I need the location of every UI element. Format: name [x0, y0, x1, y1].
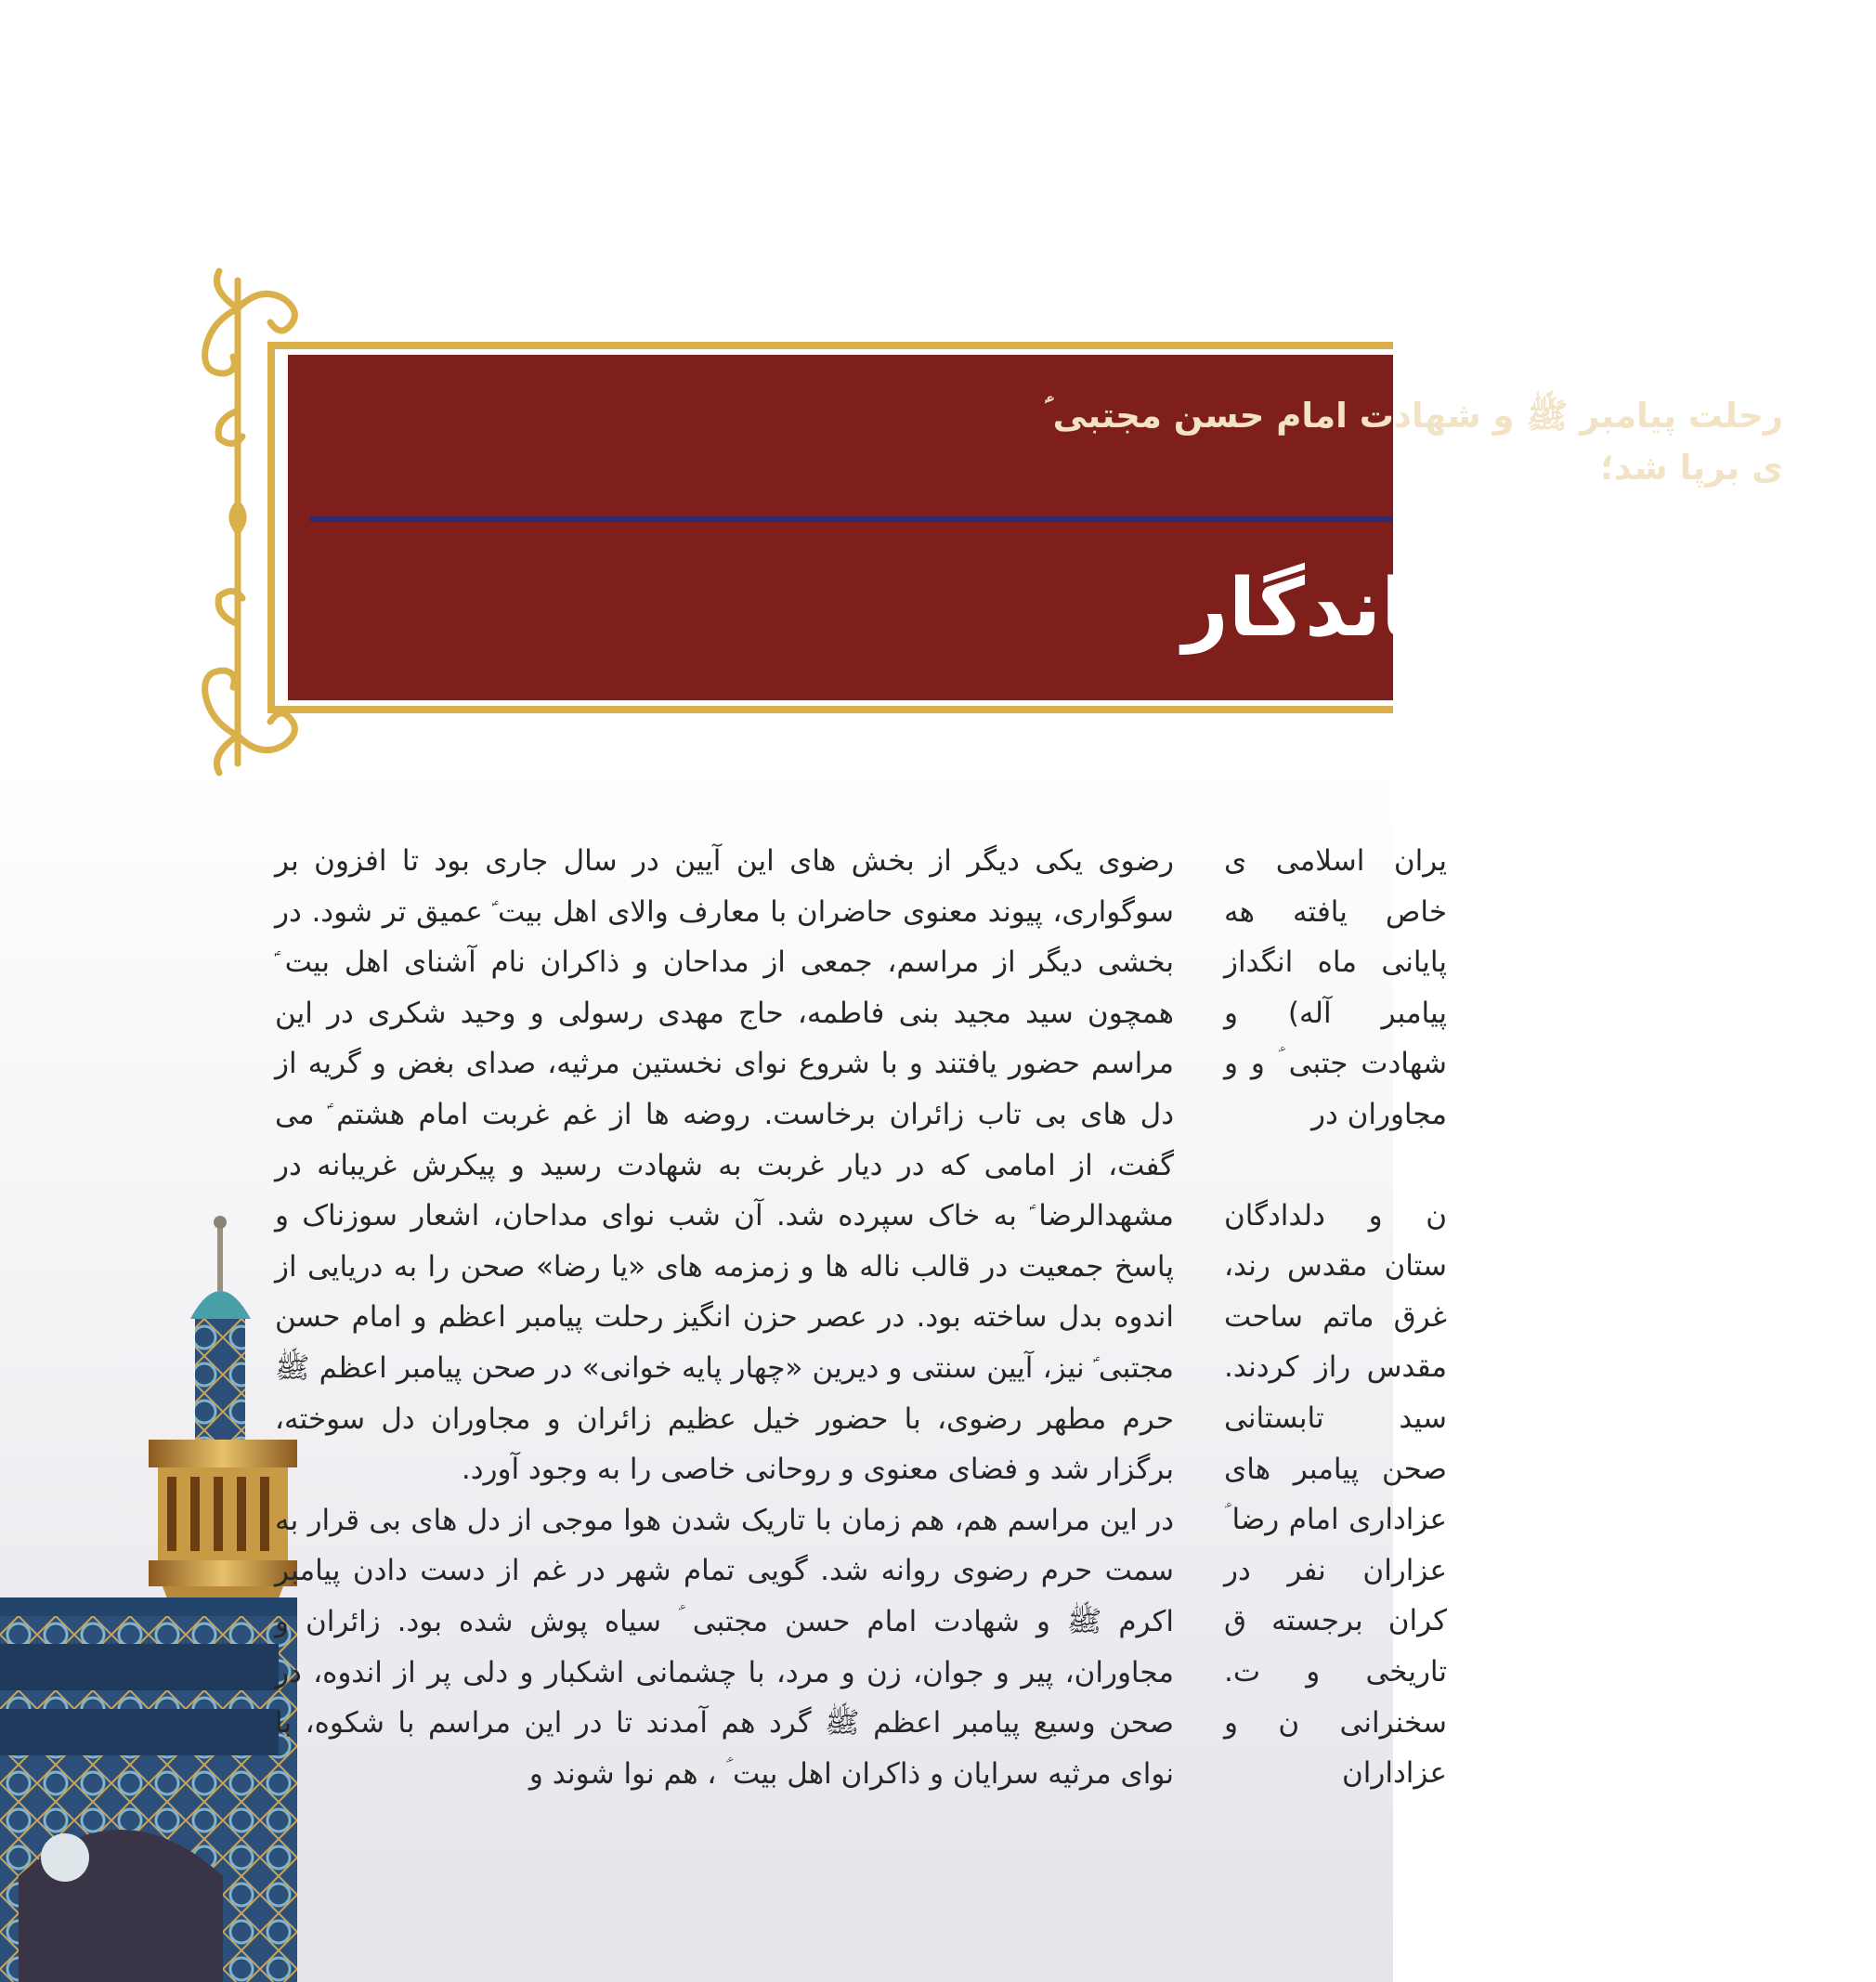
ornament-icon [191, 271, 321, 773]
title-banner [267, 342, 1876, 713]
paragraph: ن و دلدادگان ستان مقدس رند، غرق ماتم ساحت مقدس راز کردند. سید تابستانی صحن پیامبر های عزاداری امام رضا ؑ عزاران نفر در کران برجسته ق تاریخی و ت. سخنرانی ن و عزاداران [1224, 1198, 1447, 1791]
article-right-column [1224, 836, 1447, 1982]
paragraph: رضوی یکی دیگر از بخش های این آیین در سال جاری بود تا افزون بر سوگواری، پیوند معنوی حاضران با معارف والای اهل بیت ؑ عمیق تر شود. در بخشی دیگر از مراسم، جمعی از مداحان و ذاکران نام آشنای اهل بیت ؑ همچون سید مجید بنی فاطمه، حاج مهدی رسولی و وحید شکری در این مراسم حضور یافتند و با شروع نوای نخستین مرثیه، صدای بغض و گریه از دل های بی تاب زائران برخاست. روضه ها از غم غربت امام هشتم ؑ می گفت، از امامی که در دیار غربت به شهادت رسید و پیکرش غریبانه در مشهدالرضا ؑ به خاک سپرده شد. آن شب نوای مداحان، اشعار سوزناک و پاسخ جمعیت در قالب ناله ها و زمزمه های «یا رضا» صحن را به دریایی از اندوه بدل ساخته بود. در عصر حزن انگیز رحلت پیامبر اعظم و امام حسن مجتبی ؑ نیز، آیین سنتی و دیرین «چهار پایه خوانی» در صحن پیامبر اعظم ﷺ حرم مطهر رضوی، با حضور خیل عظیم زائران و مجاوران دل سوخته، برگزار شد و فضای معنوی و روحانی خاصی را به وجود آورد. [275, 844, 1174, 1487]
page-title: ض ارادتی ماندگار [1182, 562, 1876, 655]
paragraph: در این مراسم هم، هم زمان با تاریک شدن هوا موجی از دل های بی قرار به سمت حرم رضوی روانه شد. گویی تمام شهر در غم از دست دادن پیامبر اکرم ﷺ و شهادت امام حسن مجتبی ؑ سیاه پوش شده بود. زائران و مجاوران، پیر و جوان، زن و مرد، با چشمانی اشکبار و دلی پر از اندوه، در صحن وسیع پیامبر اعظم ﷺ گرد هم آمدند تا در این مراسم با شکوه، با نوای مرثیه سرایان و ذاکران اهل بیت ؑ ، هم نوا شوند و [275, 1503, 1174, 1791]
banner-subtitle [576, 390, 1783, 494]
article-main-column [275, 836, 1174, 1982]
paragraph: یران اسلامی ی خاص یافته هه پایانی ماه انگداز پیامبر آله) و شهادت جتبی ؑ و و مجاوران در [1224, 844, 1447, 1131]
subtitle-line-2: ی برپا شد؛ [1600, 448, 1783, 488]
banner-divider [310, 516, 1393, 522]
subtitle-line-1: رحلت پیامبر ﷺ و شهادت امام حسن مجتبی ؑ [1044, 396, 1783, 436]
banner-panel [288, 355, 1876, 700]
